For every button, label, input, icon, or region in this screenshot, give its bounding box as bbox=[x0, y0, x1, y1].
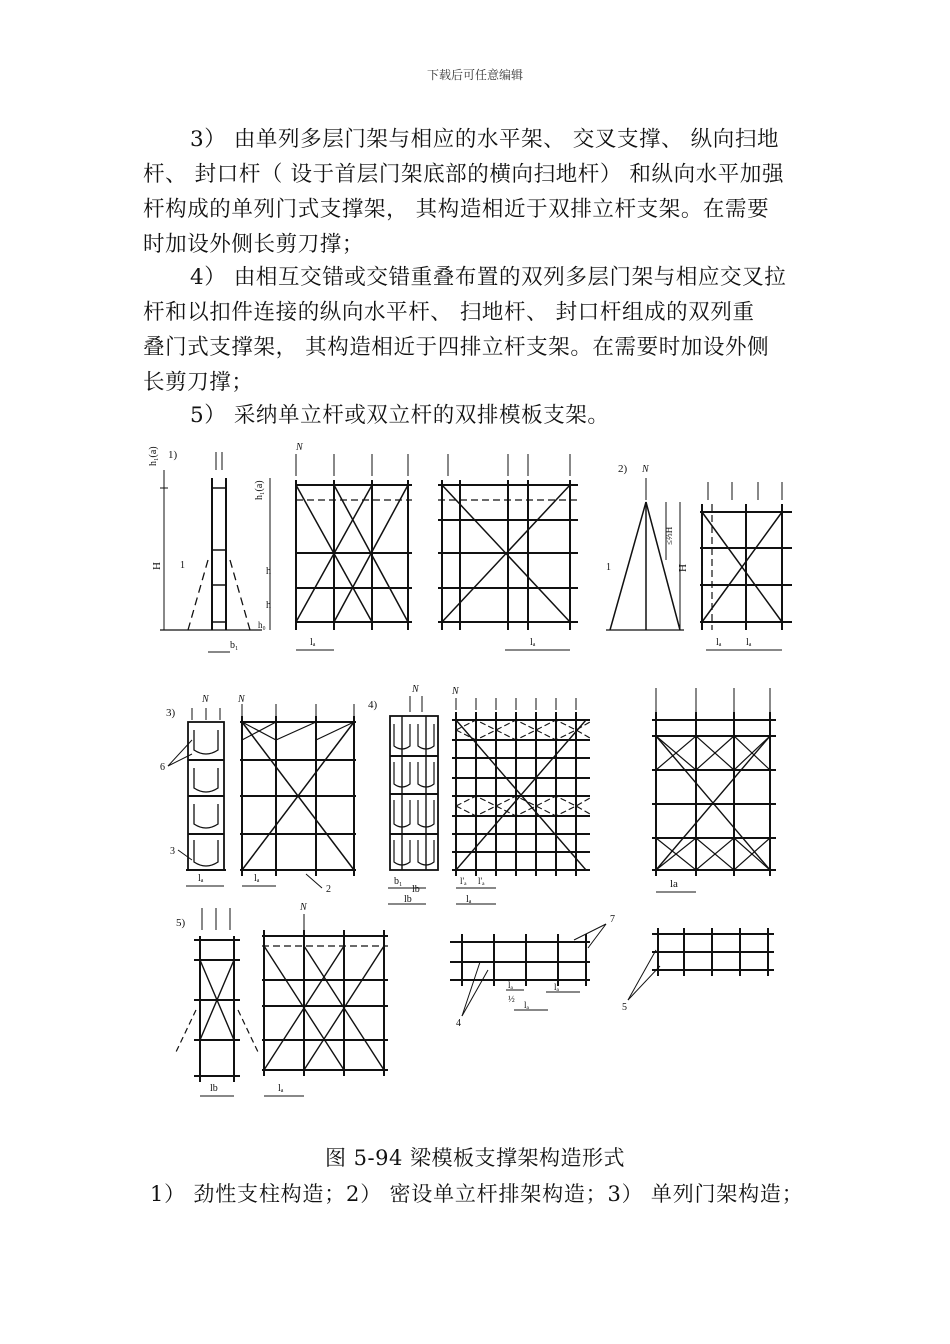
diagram-3 bbox=[160, 694, 356, 895]
dim-la: lₐ bbox=[278, 1083, 284, 1094]
diagram-4 bbox=[368, 684, 590, 905]
dim-la: lₐ bbox=[198, 873, 204, 884]
text-line: 杆、 封口杆（ 设于首层门架底部的横向扫地杆） 和纵向水平加强 bbox=[143, 162, 785, 187]
load-N: N bbox=[300, 902, 307, 913]
callout-6: 6 bbox=[160, 762, 165, 773]
dim-la: lₐ bbox=[716, 637, 722, 648]
text-line: 叠门式支撑架， 其构造相近于四排立杆支架。在需要时加设外侧 bbox=[143, 335, 770, 360]
load-N: N bbox=[202, 694, 209, 705]
text-line: 长剪刀撑； bbox=[143, 370, 254, 395]
diagram-1-frame-b bbox=[438, 454, 578, 650]
page-header: 下载后可任意编辑 bbox=[426, 68, 523, 82]
load-N: N bbox=[296, 442, 303, 453]
callout-4: 4 bbox=[456, 1018, 461, 1029]
dim-h: h bbox=[266, 600, 271, 611]
plan-view-a bbox=[450, 914, 615, 1029]
dim-la: lₐ bbox=[466, 894, 472, 905]
dim-la-prime: l'ₐ bbox=[478, 876, 485, 886]
dim-la: lₐ bbox=[310, 637, 316, 648]
scaffold-figure bbox=[150, 440, 810, 1120]
load-N: N bbox=[642, 464, 649, 475]
dim-la: lₐ bbox=[508, 980, 513, 990]
dim-la: lₐ bbox=[530, 637, 536, 648]
figure-caption: 图 5-94 梁模板支撑架构造形式 bbox=[324, 1146, 626, 1170]
callout-1: 1 bbox=[180, 560, 185, 571]
dim-b1: b₁ bbox=[394, 876, 403, 887]
figure-notes: 1） 劲性支柱构造；2） 密设单立杆排架构造；3） 单列门架构造； bbox=[150, 1182, 804, 1206]
label-2: 2) bbox=[618, 463, 628, 475]
dim-la-prime: l'ₐ bbox=[460, 876, 467, 886]
dim-h1a: h₁(a) bbox=[148, 446, 159, 466]
paragraph-5 bbox=[143, 398, 813, 433]
label-3: 3) bbox=[166, 707, 176, 719]
load-N: N bbox=[238, 694, 245, 705]
callout-2: 2 bbox=[326, 884, 331, 895]
callout-5: 5 bbox=[622, 1002, 627, 1013]
load-N1: N bbox=[412, 684, 419, 695]
dim-lb: lb bbox=[404, 894, 412, 905]
dim-h0: h₀ bbox=[258, 620, 266, 630]
callout-3: 3 bbox=[170, 846, 175, 857]
callout-1: 1 bbox=[606, 562, 611, 573]
text-line: 5） 采纳单立杆或双立杆的双排模板支架。 bbox=[190, 403, 610, 428]
label-5: 5) bbox=[176, 917, 186, 929]
dim-H: H bbox=[677, 564, 689, 572]
text-line: 时加设外侧长剪刀撑； bbox=[143, 232, 365, 257]
dim-h: h bbox=[266, 566, 271, 577]
dim-la: lₐ bbox=[746, 637, 752, 648]
dim-la: lₐ bbox=[554, 982, 559, 992]
diagram-5 bbox=[176, 908, 258, 1096]
label-1: 1) bbox=[168, 449, 178, 461]
dim-lb: lb bbox=[412, 884, 420, 895]
plan-view-b bbox=[622, 928, 774, 1013]
dim-half: ½ bbox=[508, 994, 515, 1004]
label-4: 4) bbox=[368, 699, 378, 711]
text-line: 杆构成的单列门式支撑架， 其构造相近于双排立杆支架。在需要 bbox=[143, 197, 770, 222]
dim-la: la bbox=[670, 878, 678, 890]
diagram-4-frame bbox=[652, 688, 776, 892]
paragraph-4 bbox=[143, 260, 813, 400]
diagram-2 bbox=[606, 463, 792, 650]
dim-h1a: h₁(a) bbox=[254, 480, 265, 500]
text-line: 3） 由单列多层门架与相应的水平架、 交叉支撑、 纵向扫地 bbox=[190, 127, 780, 152]
dim-b1: b₁ bbox=[230, 640, 239, 651]
text-line: 4） 由相互交错或交错重叠布置的双列多层门架与相应交叉拉 bbox=[190, 265, 787, 290]
dim-la: lₐ bbox=[524, 1000, 529, 1010]
diagram-1-column bbox=[148, 446, 262, 652]
dim-H: H bbox=[151, 562, 163, 570]
load-N: N bbox=[452, 686, 459, 697]
dim-la: lₐ bbox=[254, 873, 260, 884]
callout-7: 7 bbox=[610, 914, 615, 925]
dim-lb: lb bbox=[210, 1083, 218, 1094]
diagram-1-frame bbox=[254, 442, 412, 650]
paragraph-3 bbox=[143, 122, 813, 262]
diagram-5-frame bbox=[262, 902, 388, 1096]
dim-ratio: ≤⅔H bbox=[664, 526, 674, 545]
text-line: 杆和以扣件连接的纵向水平杆、 扫地杆、 封口杆组成的双列重 bbox=[143, 300, 755, 325]
